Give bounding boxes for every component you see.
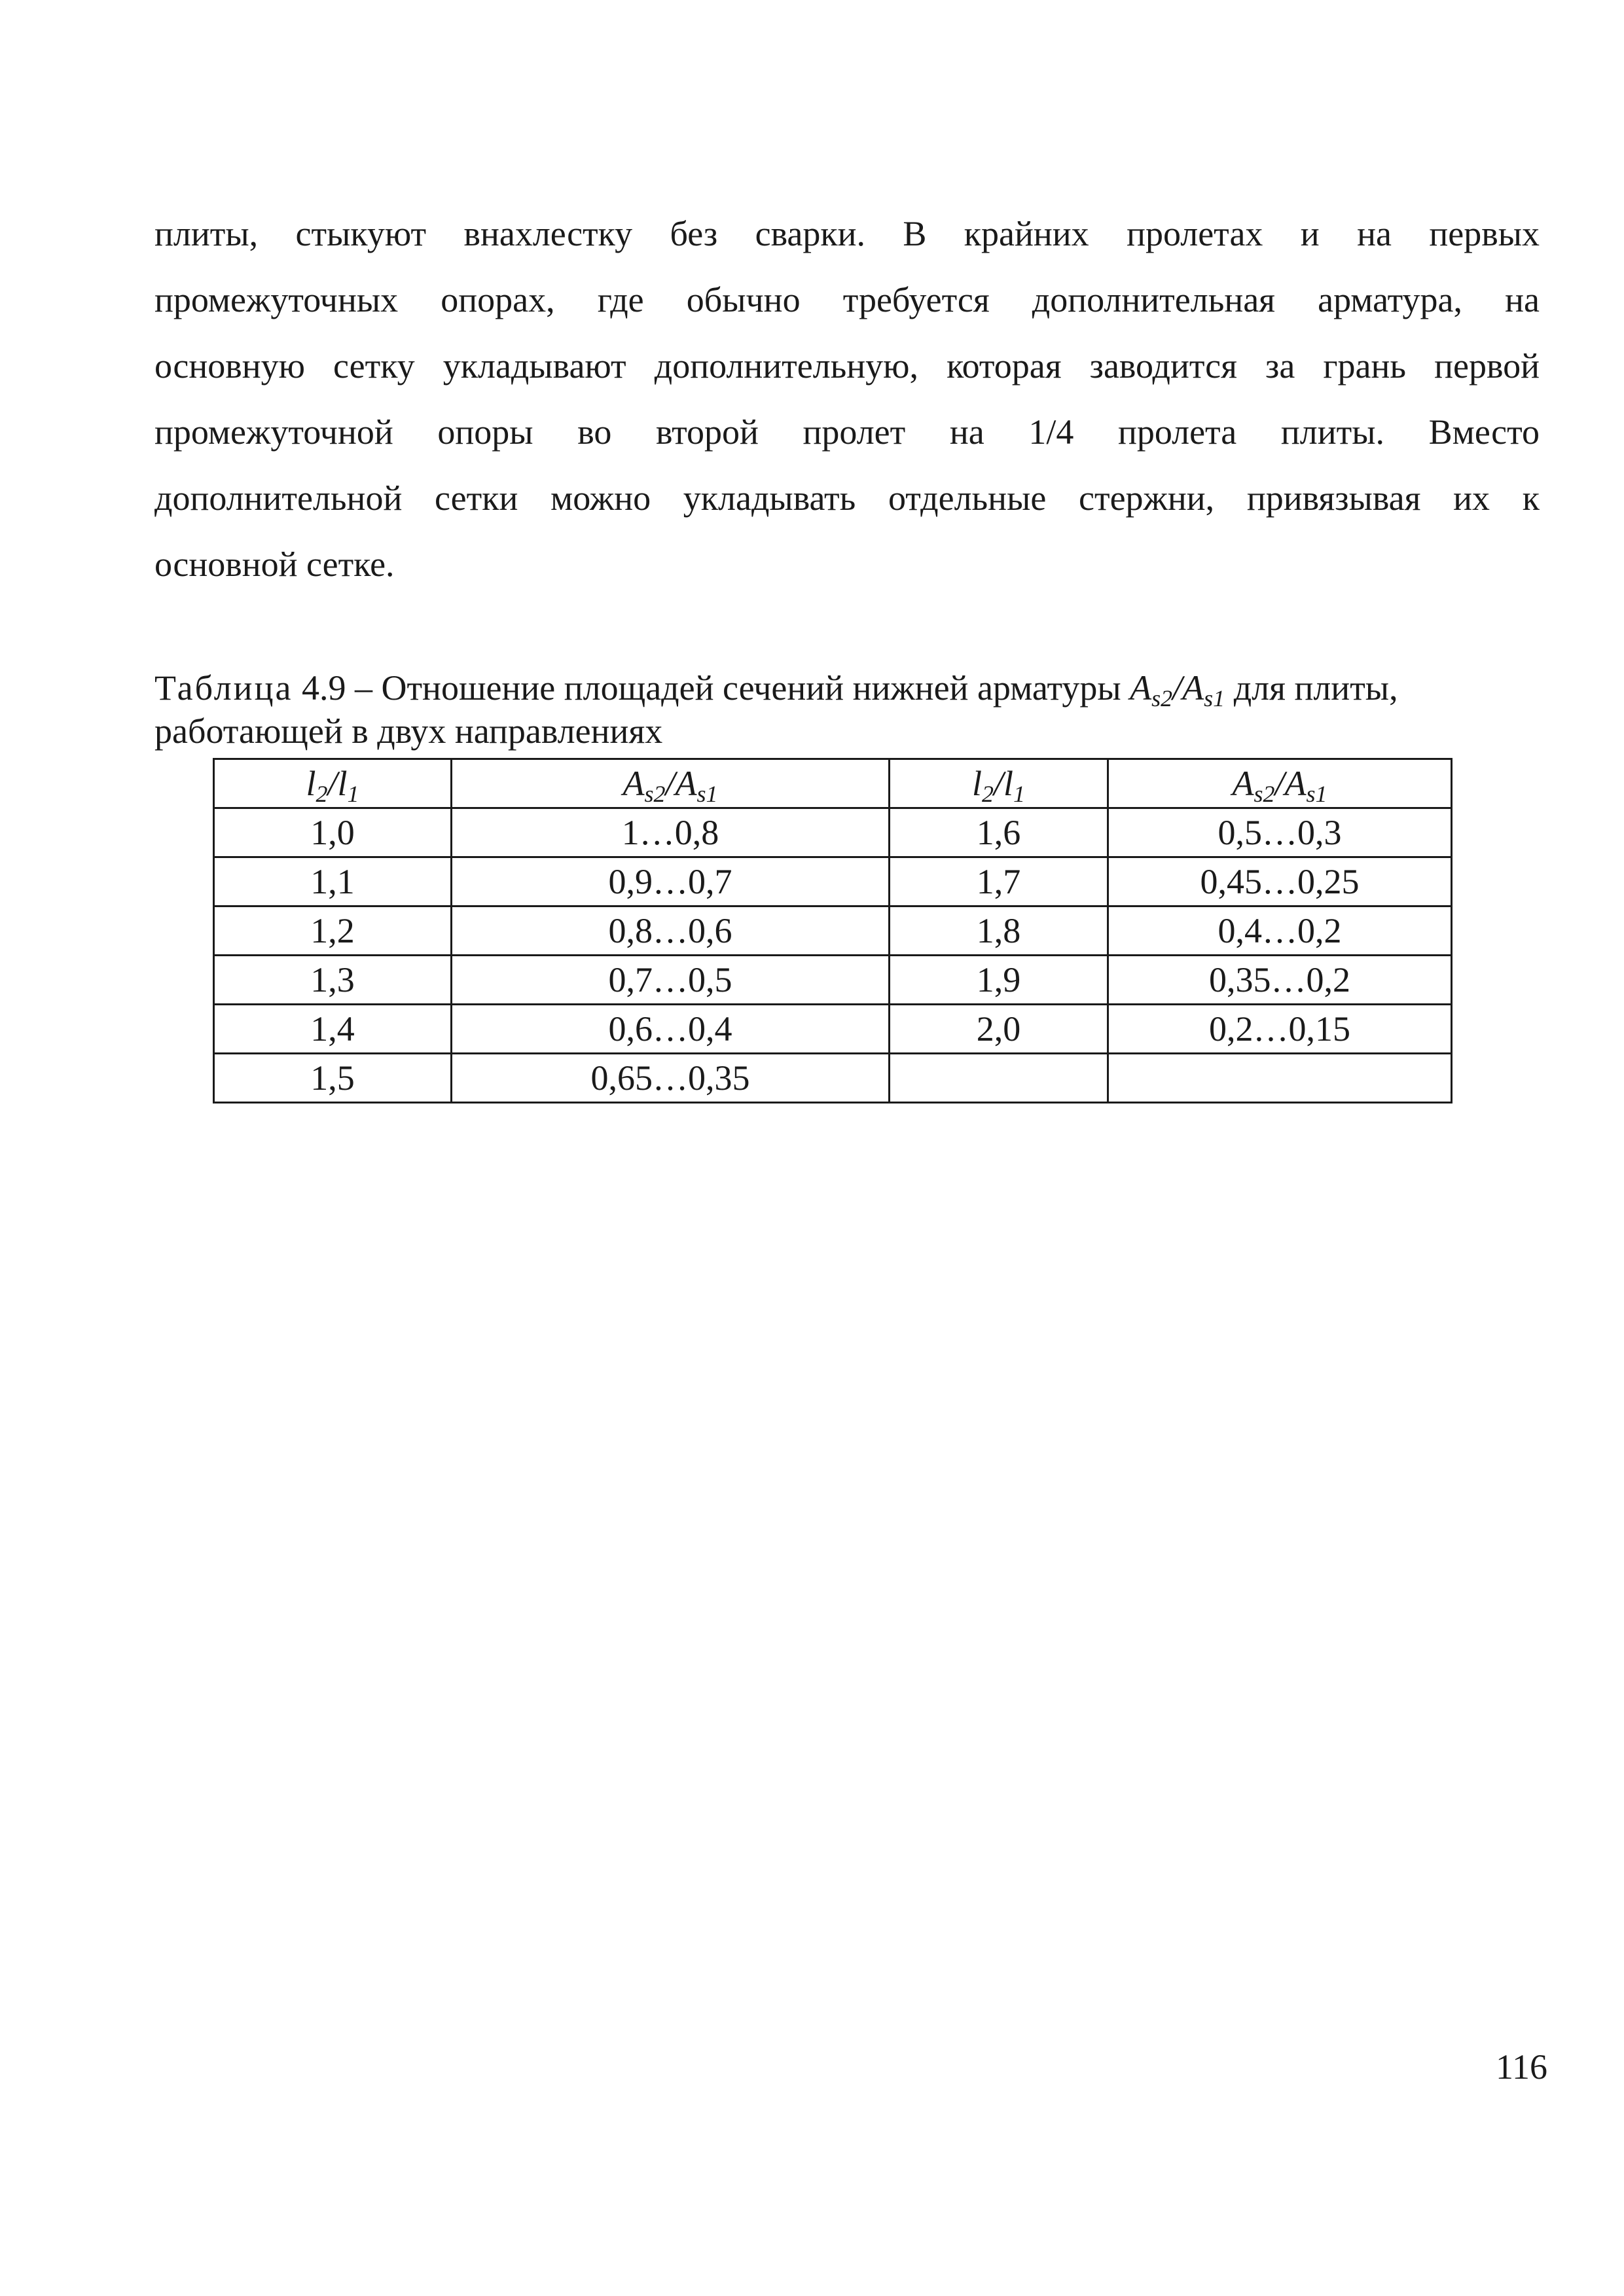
table-cell: 0,8…0,6	[452, 906, 890, 956]
table-cell: 1,1	[214, 857, 452, 906]
table-cell: 0,65…0,35	[452, 1054, 890, 1103]
table-cell: 1…0,8	[452, 808, 890, 857]
header-symbol: l	[306, 764, 316, 803]
paragraph-line: основную сетку укладывают дополнительную, которая заводится за грань первой	[154, 346, 1540, 386]
caption-formula	[1130, 668, 1225, 711]
table-cell: 1,6	[890, 808, 1108, 857]
caption-line-1	[154, 666, 1555, 709]
table-cell: 0,2…0,15	[1108, 1005, 1452, 1054]
formula-subscript: s2	[1151, 685, 1173, 711]
header-subscript: s1	[1306, 781, 1327, 807]
table-row	[214, 1005, 1452, 1054]
header-subscript: s2	[644, 781, 666, 807]
table-cell	[1108, 1054, 1452, 1103]
paragraph-line: промежуточной опоры во второй пролет на 1/4 пролета плиты. Вместо	[154, 412, 1540, 452]
table-cell: 0,45…0,25	[1108, 857, 1452, 906]
formula-symbol: A	[1182, 668, 1204, 708]
header-subscript: 1	[347, 781, 359, 807]
table-cell: 1,9	[890, 956, 1108, 1005]
table-cell: 1,2	[214, 906, 452, 956]
table-cell: 2,0	[890, 1005, 1108, 1054]
caption-line-2: работающей в двух направлениях	[154, 711, 663, 751]
table-cell: 0,4…0,2	[1108, 906, 1452, 956]
header-slash: /	[327, 764, 338, 803]
header-subscript: 2	[981, 781, 994, 807]
header-subscript: 1	[1013, 781, 1026, 807]
header-cell	[1108, 759, 1452, 808]
table-row	[214, 956, 1452, 1005]
paragraph-line: основной сетке.	[154, 545, 395, 584]
header-subscript: s1	[696, 781, 718, 807]
table-cell: 1,0	[214, 808, 452, 857]
formula-subscript: s1	[1204, 685, 1225, 711]
header-symbol: A	[1232, 764, 1254, 803]
header-symbol: A	[675, 764, 697, 803]
page-number: 116	[1496, 2047, 1547, 2087]
caption-text: 4.9 – Отношение площадей сечений нижней арматуры	[301, 668, 1121, 708]
header-subscript: s2	[1254, 781, 1275, 807]
table-cell: 0,9…0,7	[452, 857, 890, 906]
header-symbol: l	[971, 764, 982, 803]
caption-tail: для плиты,	[1233, 668, 1398, 708]
formula-slash: /	[1172, 668, 1183, 708]
header-slash: /	[1274, 764, 1285, 803]
header-slash: /	[665, 764, 676, 803]
table-row	[214, 857, 1452, 906]
table-row	[214, 1054, 1452, 1103]
header-slash: /	[993, 764, 1003, 803]
table-row	[214, 906, 1452, 956]
table-cell: 1,8	[890, 906, 1108, 956]
table-cell: 0,5…0,3	[1108, 808, 1452, 857]
table-caption	[154, 666, 1555, 753]
header-symbol: l	[1003, 764, 1014, 803]
table-cell	[890, 1054, 1108, 1103]
paragraph-line: плиты, стыкуют внахлестку без сварки. В крайних пролетах и на первых	[154, 214, 1540, 253]
formula-symbol: A	[1130, 668, 1152, 708]
header-cell	[452, 759, 890, 808]
table-cell: 0,35…0,2	[1108, 956, 1452, 1005]
table-cell: 0,7…0,5	[452, 956, 890, 1005]
header-cell	[214, 759, 452, 808]
table-row	[214, 808, 1452, 857]
header-cell	[890, 759, 1108, 808]
table-cell: 1,3	[214, 956, 452, 1005]
paragraph-line: дополнительной сетки можно укладывать отдельные стержни, привязывая их к	[154, 478, 1540, 518]
header-subscript: 2	[316, 781, 328, 807]
paragraph-line: промежуточных опорах, где обычно требуется дополнительная арматура, на	[154, 280, 1540, 319]
table-header-row	[214, 759, 1452, 808]
ratio-table	[213, 758, 1453, 1103]
caption-label: Таблица	[154, 668, 293, 708]
header-symbol: l	[337, 764, 348, 803]
table-cell: 0,6…0,4	[452, 1005, 890, 1054]
body-paragraph	[154, 201, 1540, 598]
header-symbol: A	[1284, 764, 1307, 803]
table-cell: 1,7	[890, 857, 1108, 906]
table-cell: 1,5	[214, 1054, 452, 1103]
table-cell: 1,4	[214, 1005, 452, 1054]
ratio-table-container	[213, 758, 1451, 1103]
header-symbol: A	[623, 764, 645, 803]
